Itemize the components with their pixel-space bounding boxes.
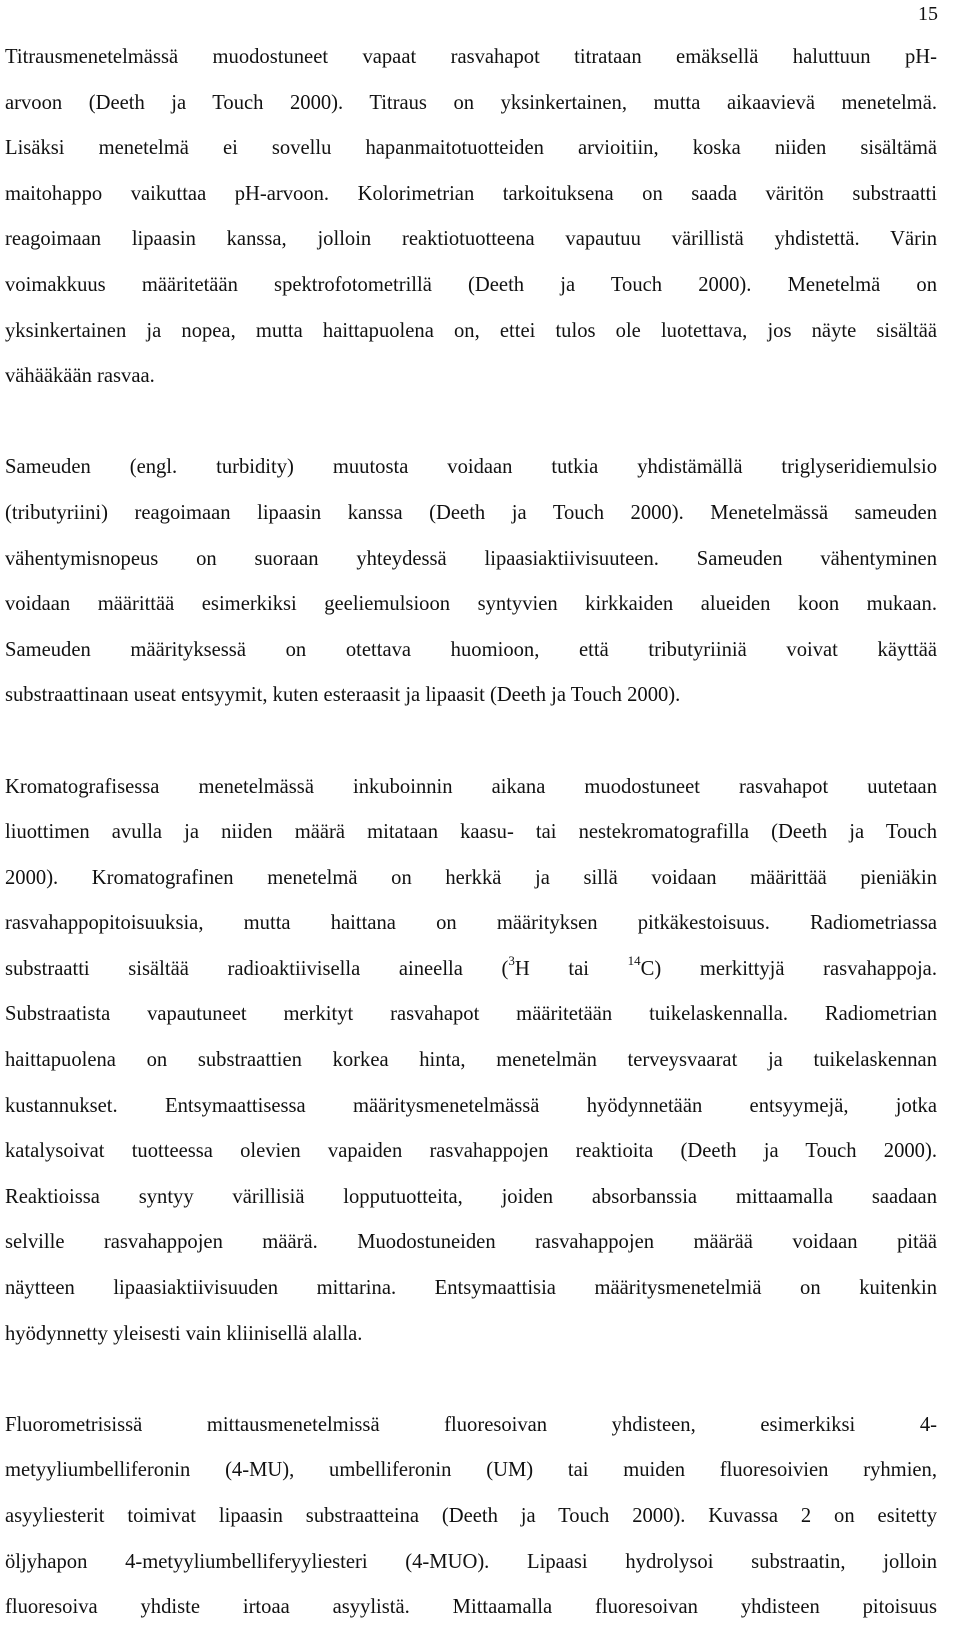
text-line: Kromatografisessa menetelmässä inkuboinnin aikana muodostuneet rasvahapot uutetaan	[5, 775, 937, 798]
page-number: 15	[918, 3, 938, 25]
text-line: Titrausmenetelmässä muodostuneet vapaat rasvahapot titrataan emäksellä haluttuun pH-	[5, 46, 937, 68]
text-line: substraattinaan useat entsyymit, kuten esteraasit ja lipaasit (Deeth ja Touch 2000).	[5, 684, 681, 707]
paragraph-titration-colorimetry	[5, 35, 937, 400]
text-line: katalysoivat tuotteessa olevien vapaiden rasvahappojen reaktioita (Deeth ja Touch 2000).	[5, 1140, 937, 1163]
text-line: (tributyriini) reagoimaan lipaasin kanssa (Deeth ja Touch 2000). Menetelmässä sameuden	[5, 501, 937, 524]
isotope-text-before: substraatti sisältää radioaktiivisella aineella (	[5, 957, 509, 980]
text-line: fluoresoiva yhdiste irtoaa asyylistä. Mittaamalla fluoresoivan yhdisteen pitoisuus	[5, 1596, 937, 1619]
text-line: Lisäksi menetelmä ei sovellu hapanmaitotuotteiden arvioitiin, koska niiden sisältämä	[5, 137, 937, 160]
text-line: Reaktioissa syntyy värillisiä lopputuotteita, joiden absorbanssia mittaamalla saadaan	[5, 1185, 937, 1208]
text-line: vähentymisnopeus on suoraan yhteydessä lipaasiaktiivisuuteen. Sameuden vähentyminen	[5, 547, 937, 570]
text-line: öljyhapon 4-metyyliumbelliferyyliesteri (4-MUO). Lipaasi hydrolysoi substraatin, jolloin	[5, 1550, 937, 1573]
carbon-mass-number: 14	[627, 953, 641, 969]
isotope-text-after: C) merkittyjä rasvahappoja.	[640, 957, 937, 980]
text-line: Sameuden määrityksessä on otettava huomioon, että tributyriiniä voivat käyttää	[5, 638, 937, 661]
text-line: Substraatista vapautuneet merkityt rasvahapot määritetään tuikelaskennalla. Radiometrian	[5, 1003, 937, 1026]
text-line: metyyliumbelliferonin (4-MU), umbelliferonin (UM) tai muiden fluoresoivien ryhmien,	[5, 1459, 937, 1482]
text-line: rasvahappopitoisuuksia, mutta haittana on määrityksen pitkäkestoisuus. Radiometriassa	[5, 912, 937, 935]
text-line: reagoimaan lipaasin kanssa, jolloin reaktiotuotteena vapautuu värillistä yhdistettä. Värin	[5, 228, 937, 251]
tritium-mass-number: 3	[508, 953, 515, 969]
text-line: 2000). Kromatografinen menetelmä on herkkä ja sillä voidaan määrittää pieniäkin	[5, 866, 937, 889]
paragraph-fluorometry	[5, 1403, 937, 1631]
text-line: arvoon (Deeth ja Touch 2000). Titraus on yksinkertainen, mutta aikaavievä menetelmä.	[5, 91, 937, 114]
text-line: näytteen lipaasiaktiivisuuden mittarina. Entsymaattisia määritysmenetelmiä on kuitenkin	[5, 1277, 937, 1300]
text-line: hyödynnetty yleisesti vain kliinisellä alalla.	[5, 1322, 363, 1345]
text-line: haittapuolena on substraattien korkea hinta, menetelmän terveysvaarat ja tuikelaskennan	[5, 1049, 937, 1072]
text-line: Sameuden (engl. turbidity) muutosta voidaan tutkia yhdistämällä triglyseridiemulsio	[5, 456, 937, 479]
text-line: asyyliesterit toimivat lipaasin substraatteina (Deeth ja Touch 2000). Kuvassa 2 on esitetty	[5, 1505, 937, 1527]
text-line: kustannukset. Entsymaattisessa määritysmenetelmässä hyödynnetään entsyymejä, jotka	[5, 1094, 937, 1117]
isotope-text-line	[5, 947, 937, 993]
isotope-text-mid: H tai	[514, 957, 628, 980]
text-line: selville rasvahappojen määrä. Muodostuneiden rasvahappojen määrää voidaan pitää	[5, 1231, 937, 1254]
text-line: Fluorometrisissä mittausmenetelmissä fluoresoivan yhdisteen, esimerkiksi 4-	[5, 1413, 937, 1436]
text-line: vähääkään rasvaa.	[5, 365, 155, 388]
text-line: yksinkertainen ja nopea, mutta haittapuolena on, ettei tulos ole luotettava, jos näyte sisältää	[5, 319, 937, 342]
text-line: liuottimen avulla ja niiden määrä mitataan kaasu- tai nestekromatografilla (Deeth ja Touch	[5, 821, 937, 844]
text-line: maitohappo vaikuttaa pH-arvoon. Kolorimetrian tarkoituksena on saada väritön substraatti	[5, 182, 937, 205]
text-line: voimakkuus määritetään spektrofotometrillä (Deeth ja Touch 2000). Menetelmä on	[5, 273, 937, 296]
body-text	[5, 35, 937, 1631]
text-line: voidaan määrittää esimerkiksi geeliemulsioon syntyvien kirkkaiden alueiden koon mukaan.	[5, 593, 937, 616]
paragraph-chromatography	[5, 765, 937, 1358]
paragraph-turbidity	[5, 445, 937, 719]
